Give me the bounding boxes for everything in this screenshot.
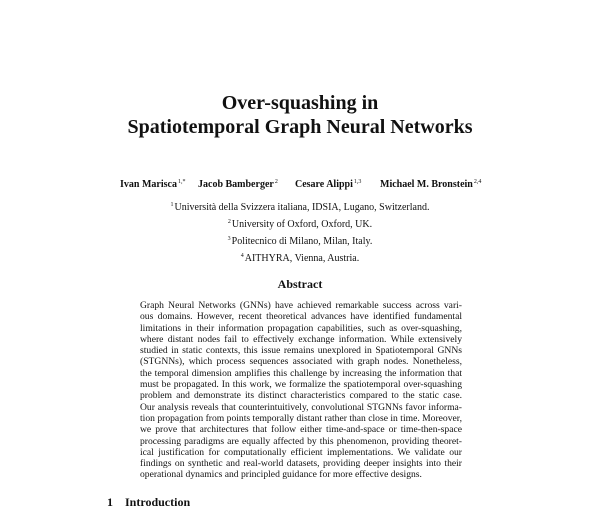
abstract-line: findings on synthetic and real-world datasets, providing deeper insights into their — [140, 458, 462, 470]
abstract-line: must be propagated. In this work, we formalize the spatiotemporal over-squashing — [140, 379, 462, 391]
affiliation-text: University of Oxford, Oxford, UK. — [231, 219, 373, 230]
author-affiliation-marker: 2,4 — [473, 179, 482, 185]
author-3 — [295, 179, 361, 190]
abstract-body — [140, 300, 462, 481]
author-affiliation-marker: 1,3 — [353, 179, 362, 185]
affiliation-1 — [0, 198, 600, 215]
abstract-line: Our analysis reveals that counterintuitively, convolutional STGNNs favor informa- — [140, 401, 462, 413]
abstract-line: Graph Neural Networks (GNNs) have achieved remarkable success across vari- — [140, 300, 462, 311]
abstract-line: ical justification for computationally efficient implementations. We validate our — [140, 446, 462, 458]
section-number: 1 — [107, 495, 113, 509]
author-name: Ivan Marisca — [120, 179, 177, 190]
affiliation-2 — [0, 215, 600, 232]
author-2 — [198, 179, 278, 190]
affiliation-3 — [0, 232, 600, 249]
author-affiliation-marker: 2 — [274, 179, 278, 185]
abstract-line: we prove that architectures that follow either time-and-space or time-then-space — [140, 424, 462, 436]
section-heading-introduction — [107, 495, 190, 510]
author-4 — [380, 179, 481, 190]
abstract-line: where distant nodes fail to effectively exchange information. While extensively — [140, 333, 462, 345]
paper-title-line-1: Over-squashing in — [221, 92, 379, 114]
abstract-line: limitations in their information propagation capabilities, such as over-squashing, — [140, 322, 462, 334]
abstract-line: tion propagation from points temporally distant rather than close in time. Moreover, — [140, 412, 462, 424]
abstract-line: (STGNNs), which process sequences associated with graph nodes. Nonetheless, — [140, 356, 462, 368]
abstract-line: operational dynamics and principled guidance for more effective designs. — [140, 469, 422, 481]
author-name: Cesare Alippi — [295, 179, 353, 190]
section-title: Introduction — [125, 495, 191, 509]
author-name: Michael M. Bronstein — [380, 179, 473, 190]
affiliation-marker: 3 — [227, 236, 231, 242]
abstract-line: processing paradigms are equally affected by this phenomenon, providing theoret- — [140, 435, 462, 447]
affiliation-4 — [0, 249, 600, 266]
affiliation-text: Università della Svizzera italiana, IDSIA, Lugano, Switzerland. — [174, 202, 430, 213]
paper-title-line-2: Spatiotemporal Graph Neural Networks — [127, 116, 473, 138]
author-name: Jacob Bamberger — [198, 179, 274, 190]
abstract-line: the temporal dimension amplifies this challenge by increasing the information that — [140, 367, 462, 379]
affiliation-text: Politecnico di Milano, Milan, Italy. — [231, 236, 373, 247]
abstract-line: studied in static contexts, this issue remains unexplored in Spatiotemporal GNNs — [140, 345, 462, 357]
abstract-line: ous domains. However, recent theoretical advances have identified fundamental — [140, 311, 462, 323]
affiliation-text: AITHYRA, Vienna, Austria. — [244, 253, 360, 264]
affiliation-list — [0, 198, 600, 266]
abstract-line: problem and demonstrate its distinct characteristics compared to the static case. — [140, 390, 462, 402]
abstract-heading: Abstract — [277, 277, 323, 291]
affiliation-marker: 1 — [170, 202, 174, 208]
author-affiliation-marker: 1,* — [177, 179, 186, 185]
affiliation-marker: 2 — [227, 219, 231, 225]
affiliation-marker: 4 — [240, 253, 244, 259]
paper-title — [0, 91, 600, 139]
author-1 — [120, 179, 185, 190]
